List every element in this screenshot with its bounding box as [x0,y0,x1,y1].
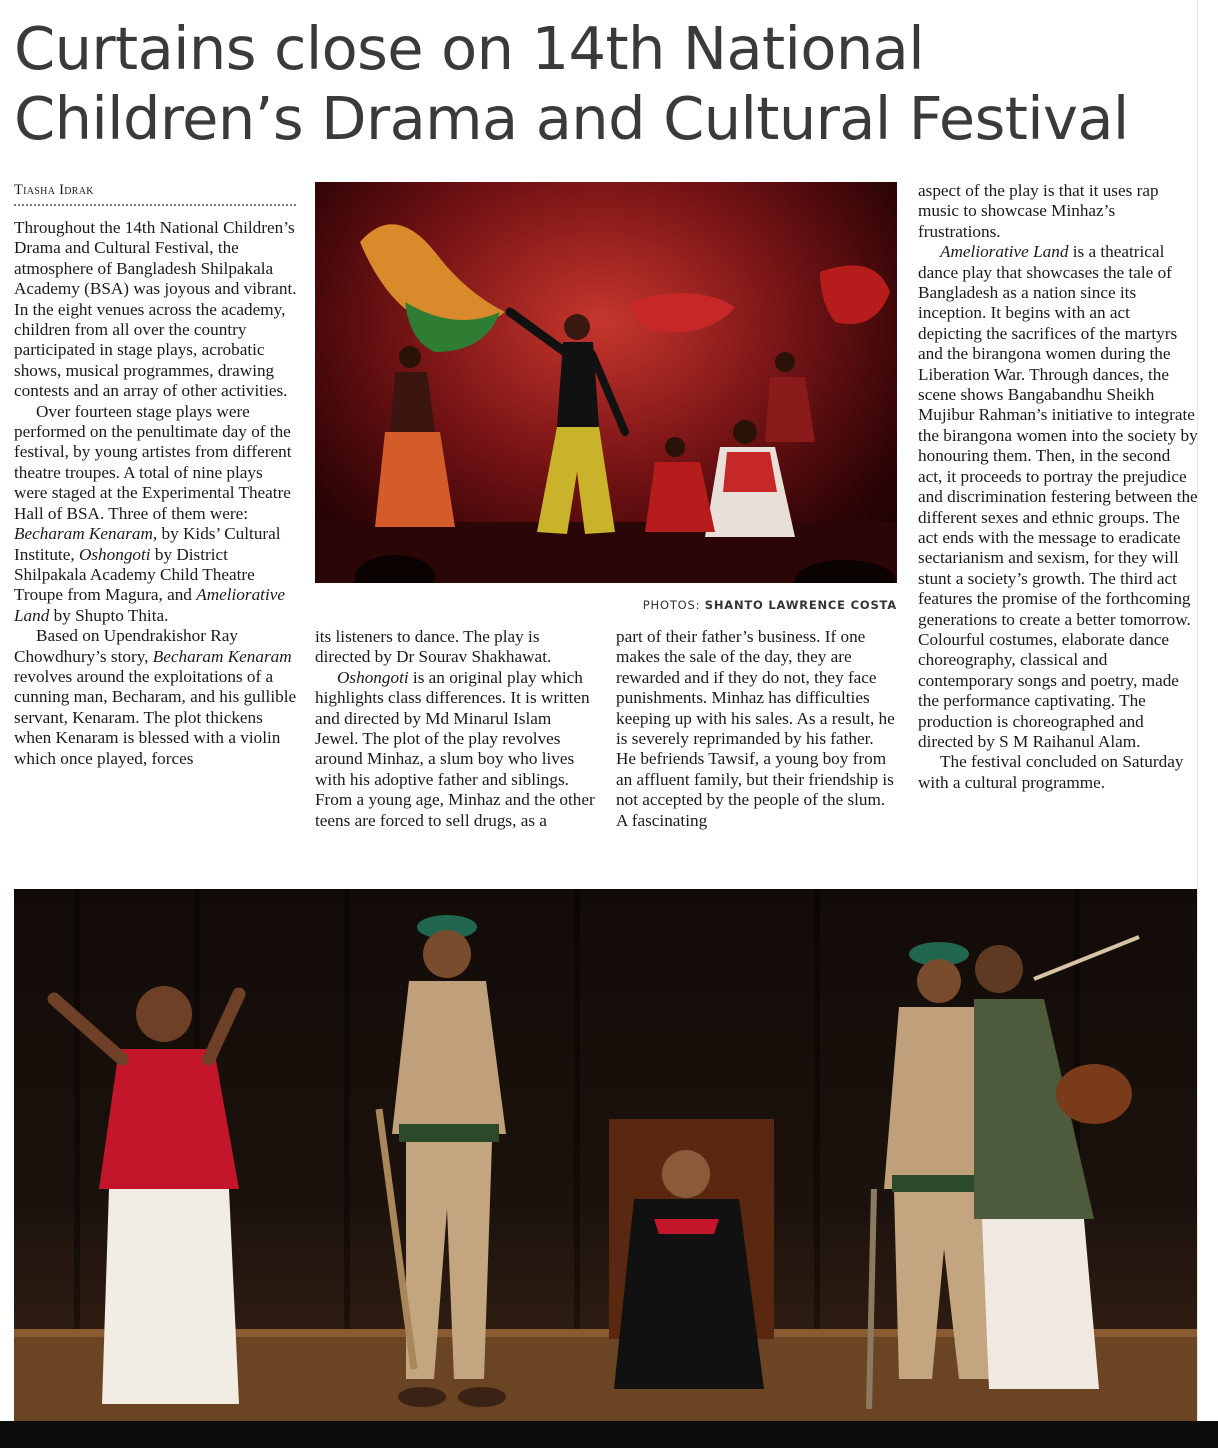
paragraph [14,402,298,626]
play-title: Oshongoti [337,667,409,687]
text-run: by Shupto Thita. [49,605,169,625]
headline: Curtains close on 14th National Children’s Drama and Cultural Festival [14,14,1129,153]
paragraph: aspect of the play is that it uses rap music to showcase Minhaz’s frustrations. [918,181,1159,241]
text-run: revolves around the exploitations of a cunning man, Becharam, and his gullible servant, Kenaram. The plot thickens when Kenaram is blessed with a violin which once played, forces [14,666,297,768]
play-title: Oshongoti [78,544,151,564]
paragraph: part of their father’s business. If one makes the sale of the day, they are rewarded and if they do not, they face punishments. Minhaz has difficulties keeping up with his sales. As a result, he is severely reprimanded by his father. He befriends Tawsif, a young boy from an affluent family, but their friendship is not accepted by the people of the slum. A fascinating [616,627,895,830]
photo-credit-prefix: PHOTOS: [642,598,705,612]
paragraph [918,242,1198,752]
text-run: by District Shilpakala Academy Child Theatre Troupe from Magura, and [14,544,255,605]
byline: Tiasha Idrak [14,182,296,206]
text-run: Over fourteen stage plays were performed on the penultimate day of the festival, by young artistes from different theatre troupes. A total of nine plays were staged at the Experimental Theatre Hall of BSA. Three of them were: [14,401,292,523]
page-edge-right [1197,0,1218,1448]
dance-performance-illustration [315,182,897,583]
photo-credit-name: SHANTO LAWRENCE COSTA [704,598,897,612]
paragraph: Throughout the 14th National Children’s Drama and Cultural Festival, the atmosphere of Bangladesh Shilpakala Academy (BSA) was joyous and vibrant. In the eight venues across the academy, children from all over the country participated in stage plays, acrobatic shows, musical programmes, drawing contests and an array of other activities. [14,218,297,401]
photo-credit [315,598,897,612]
paragraph [14,626,298,769]
article-column-1 [14,218,298,769]
dance-performance-photo [315,182,897,583]
article-column-3 [616,627,898,831]
article-column-2 [315,627,597,831]
play-title: Becharam Kenaram [14,524,153,544]
play-title: Ameliorative Land [14,585,285,625]
paragraph: its listeners to dance. The play is directed by Dr Sourav Shakhawat. [315,627,552,667]
stage-play-illustration [14,889,1197,1421]
text-run: , by Kids’ Cultural Institute, [14,524,281,564]
text-run: is an original play which highlights class differences. It is written and directed by Md Minarul Islam Jewel. The plot of the play revolves around Minhaz, a slum boy who lives with his adoptive father and siblings. From a young age, Minhaz and the other teens are forced to sell drugs, as a [315,667,595,830]
stage-play-photo [14,889,1197,1421]
play-title: Ameliorative Land [940,242,1069,262]
paragraph [315,668,597,831]
page-edge-bottom [0,1421,1218,1448]
article-column-4 [918,181,1198,793]
paragraph: The festival concluded on Saturday with a cultural programme. [918,752,1184,792]
play-title: Becharam Kenaram [152,646,292,666]
text-run: is a theatrical dance play that showcases the tale of Bangladesh as a nation since its inception. It begins with an act depicting the sacrifices of the martyrs and the birangona women during the Liberation War. Through dances, the scene shows Bangabandhu Sheikh Mujibur Rahman’s initiative to integrate the birangona women into the society by honouring them. Then, in the second act, it proceeds to portray the prejudice and discrimination festering between the different sexes and ethnic groups. The act ends with the message to eradicate sectarianism and sexism, for they will stunt a society’s growth. The third act features the promise of the forthcoming generations to create a better tomorrow. Colourful costumes, elaborate dance choreography, classical and contemporary songs and poetry, made the performance captivating. The production is choreographed and directed by S M Raihanul Alam. [918,242,1198,751]
text-run: Based on Upendrakishor Ray Chowdhury’s story, [14,626,238,666]
